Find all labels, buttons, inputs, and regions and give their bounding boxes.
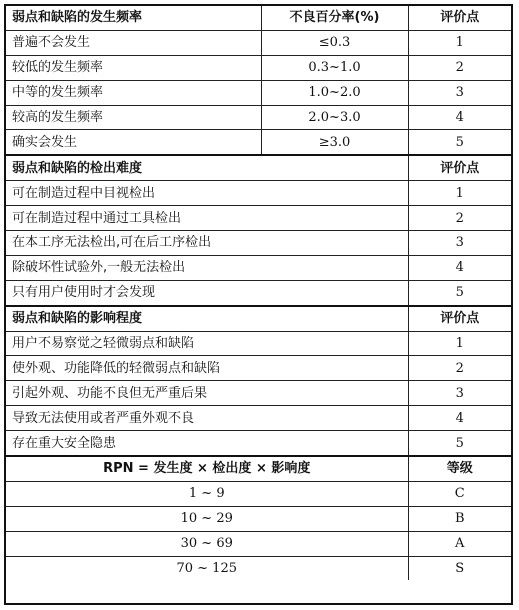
severity-row	[6, 431, 511, 456]
occurrence-description: 中等的发生频率	[6, 80, 261, 105]
severity-row	[6, 331, 511, 356]
severity-score: 5	[408, 431, 511, 456]
rpn-grade: A	[408, 531, 511, 556]
severity-score: 4	[408, 406, 511, 431]
detection-description: 可在制造过程中通过工具检出	[6, 206, 408, 231]
occurrence-row	[6, 30, 511, 55]
rpn-row	[6, 506, 511, 531]
rpn-range: 1 ~ 9	[6, 481, 408, 506]
occurrence-defect-rate: 2.0~3.0	[261, 105, 408, 130]
detection-description: 只有用户使用时才会发现	[6, 280, 408, 305]
severity-score: 3	[408, 381, 511, 406]
detection-description: 在本工序无法检出,可在后工序检出	[6, 231, 408, 256]
rpn-range: 70 ~ 125	[6, 556, 408, 580]
severity-description: 使外观、功能降低的轻微弱点和缺陷	[6, 356, 408, 381]
rpn-row	[6, 481, 511, 506]
occurrence-defect-rate: ≤0.3	[261, 30, 408, 55]
rpn-grade: B	[408, 506, 511, 531]
occurrence-description: 较低的发生频率	[6, 55, 261, 80]
severity-score: 2	[408, 356, 511, 381]
detection-row	[6, 255, 511, 280]
detection-description: 可在制造过程中目视检出	[6, 181, 408, 206]
detection-row	[6, 206, 511, 231]
severity-description: 存在重大安全隐患	[6, 431, 408, 456]
detection-score: 2	[408, 206, 511, 231]
detection-row	[6, 231, 511, 256]
detection-score: 1	[408, 181, 511, 206]
occurrence-header-score: 评价点	[408, 6, 511, 30]
detection-row	[6, 280, 511, 305]
rpn-range: 30 ~ 69	[6, 531, 408, 556]
detection-header-row	[6, 155, 511, 180]
severity-row	[6, 406, 511, 431]
severity-description: 引起外观、功能不良但无严重后果	[6, 381, 408, 406]
criteria-table	[6, 6, 511, 580]
occurrence-row	[6, 105, 511, 130]
detection-header-criterion: 弱点和缺陷的检出难度	[6, 155, 408, 180]
rpn-row	[6, 556, 511, 580]
detection-row	[6, 181, 511, 206]
occurrence-defect-rate: 1.0~2.0	[261, 80, 408, 105]
occurrence-header-defect-rate: 不良百分率(%)	[261, 6, 408, 30]
occurrence-score: 5	[408, 130, 511, 155]
severity-row	[6, 381, 511, 406]
occurrence-row	[6, 80, 511, 105]
occurrence-header-row	[6, 6, 511, 30]
rpn-range: 10 ~ 29	[6, 506, 408, 531]
occurrence-row	[6, 55, 511, 80]
detection-score: 5	[408, 280, 511, 305]
rpn-header-formula: RPN = 发生度 × 检出度 × 影响度	[6, 456, 408, 481]
occurrence-score: 4	[408, 105, 511, 130]
occurrence-defect-rate: 0.3~1.0	[261, 55, 408, 80]
severity-description: 导致无法使用或者严重外观不良	[6, 406, 408, 431]
detection-score: 3	[408, 231, 511, 256]
occurrence-score: 2	[408, 55, 511, 80]
occurrence-row	[6, 130, 511, 155]
rpn-grade: S	[408, 556, 511, 580]
occurrence-description: 普遍不会发生	[6, 30, 261, 55]
occurrence-score: 3	[408, 80, 511, 105]
detection-header-score: 评价点	[408, 155, 511, 180]
occurrence-defect-rate: ≥3.0	[261, 130, 408, 155]
severity-header-score: 评价点	[408, 306, 511, 331]
detection-description: 除破坏性试验外,一般无法检出	[6, 255, 408, 280]
detection-score: 4	[408, 255, 511, 280]
severity-score: 1	[408, 331, 511, 356]
severity-row	[6, 356, 511, 381]
rpn-header-grade: 等级	[408, 456, 511, 481]
occurrence-description: 较高的发生频率	[6, 105, 261, 130]
occurrence-score: 1	[408, 30, 511, 55]
occurrence-description: 确实会发生	[6, 130, 261, 155]
rpn-row	[6, 531, 511, 556]
severity-description: 用户不易察觉之轻微弱点和缺陷	[6, 331, 408, 356]
severity-header-row	[6, 306, 511, 331]
severity-header-criterion: 弱点和缺陷的影响程度	[6, 306, 408, 331]
occurrence-header-criterion: 弱点和缺陷的发生频率	[6, 6, 261, 30]
rpn-grade: C	[408, 481, 511, 506]
rpn-header-row	[6, 456, 511, 481]
evaluation-tables	[4, 4, 513, 605]
